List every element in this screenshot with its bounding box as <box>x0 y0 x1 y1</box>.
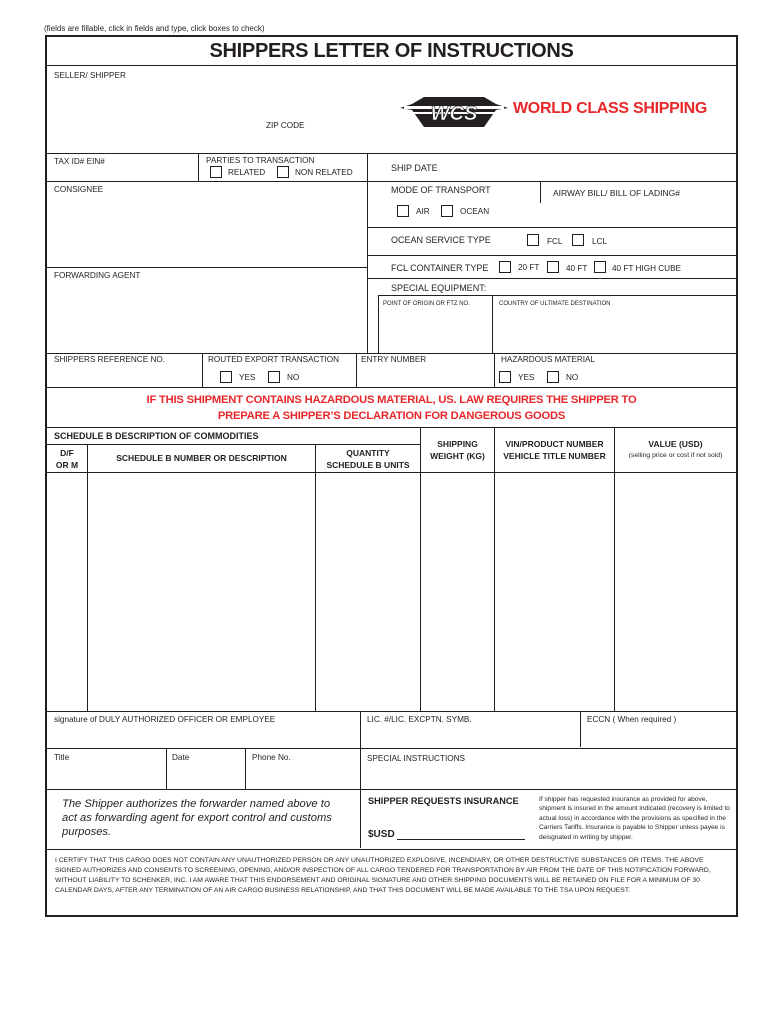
divider-ocean-service <box>367 227 736 228</box>
airway-field[interactable] <box>541 200 735 226</box>
eccn-label: ECCN ( When required ) <box>587 715 677 724</box>
entry-number-field[interactable] <box>358 366 492 386</box>
divider-routed-entry <box>356 353 357 387</box>
ship-date-field[interactable] <box>450 157 734 179</box>
col-qty-header-2: SCHEDULE B UNITS <box>326 460 410 470</box>
fillable-note: (fields are fillable, click in fields and type, click boxes to check) <box>44 24 265 33</box>
table-cell-schedule[interactable] <box>89 474 314 710</box>
divider-title-date <box>166 748 167 789</box>
col-value-header-1: VALUE (USD) <box>648 439 703 449</box>
table-col-weight-divider <box>494 428 495 711</box>
fcl-container-label: FCL CONTAINER TYPE <box>391 263 489 273</box>
col-vin-header-2: VEHICLE TITLE NUMBER <box>503 451 606 461</box>
hazardous-yes-checkbox[interactable] <box>499 371 511 383</box>
40ft-checkbox[interactable] <box>547 261 559 273</box>
lic-label: LIC. #/LIC. EXCPTN. SYMB. <box>367 715 472 724</box>
hazardous-no-label: NO <box>566 373 579 382</box>
signature-field[interactable] <box>48 727 359 747</box>
divider-certification <box>47 849 736 850</box>
divider-warning <box>47 387 736 388</box>
divider-forwarding <box>47 267 367 268</box>
eccn-field[interactable] <box>582 727 735 747</box>
special-equipment-label: SPECIAL EQUIPMENT: <box>391 283 487 293</box>
20ft-label: 20 FT <box>518 263 540 272</box>
destination-label: COUNTRY OF ULTIMATE DESTINATION <box>499 301 611 307</box>
divider-main-column <box>367 153 368 353</box>
table-col-qty-divider <box>420 428 421 711</box>
ocean-service-label: OCEAN SERVICE TYPE <box>391 235 491 245</box>
divider-contact-row <box>47 748 736 749</box>
fcl-label: FCL <box>547 237 563 246</box>
svg-text:WCS: WCS <box>430 103 478 125</box>
hazard-warning-line-2: PREPARE A SHIPPER’S DECLARATION FOR DANGEROUS GOODS <box>217 410 566 422</box>
divider-origin <box>378 295 736 296</box>
col-df-header-2: OR M <box>55 460 79 470</box>
divider-tax-row <box>47 153 367 154</box>
hazardous-label: HAZARDOUS MATERIAL <box>501 355 596 364</box>
consignee-field[interactable] <box>48 196 366 266</box>
wcs-logo-icon <box>398 93 510 131</box>
col-weight-header-1: SHIPPING <box>437 439 478 449</box>
lcl-label: LCL <box>592 237 608 246</box>
40ft-high-cube-label: 40 FT HIGH CUBE <box>612 264 682 273</box>
brand-name: WORLD CLASS SHIPPING <box>513 100 708 117</box>
form-title: SHIPPERS LETTER OF INSTRUCTIONS <box>209 40 574 62</box>
routed-no-label: NO <box>287 373 300 382</box>
insurance-usd-underline <box>397 839 525 840</box>
ocean-label: OCEAN <box>460 207 490 216</box>
destination-field[interactable] <box>494 310 735 352</box>
divider-ship-date-top <box>367 153 736 154</box>
special-instructions-label: SPECIAL INSTRUCTIONS <box>367 754 465 763</box>
related-checkbox[interactable] <box>210 166 222 178</box>
seller-label: SELLER/ SHIPPER <box>54 71 126 80</box>
hazard-warning-line-1: IF THIS SHIPMENT CONTAINS HAZARDOUS MATERIAL, US. LAW REQUIRES THE SHIPPER TO <box>146 394 637 406</box>
divider-origin-left <box>378 295 379 353</box>
fcl-checkbox[interactable] <box>527 234 539 246</box>
divider-fcl-container <box>367 255 736 256</box>
forwarding-label: FORWARDING AGENT <box>54 271 141 280</box>
phone-field[interactable] <box>247 764 359 788</box>
air-label: AIR <box>416 207 430 216</box>
table-section-title: SCHEDULE B DESCRIPTION OF COMMODITIES <box>54 431 259 441</box>
consignee-label: CONSIGNEE <box>54 185 104 194</box>
col-qty-header-1: QUANTITY <box>346 448 390 458</box>
divider-table-top <box>47 427 736 428</box>
certification-text: I CERTIFY THAT THIS CARGO DOES NOT CONTAIN ANY UNAUTHORIZED PERSON OR ANY UNAUTHORIZED EXPLOSIVE, INCENDIARY, OR OTHER DESTRUCTIVE SUBSTANCES OR ITEMS. THE ABOVE SIGNED AUTHORIZES AND CONSENTS TO SCREENING, OPENING, AND/OR INSPECTION OF ALL CARGO TENDERED FOR TRANSPORTATION BY AIR FROM THE DATE OF THIS NOTIFICATION FORWARD, WITHOUT LIABILITY TO SCHENKER, INC. I AM AWARE THAT THIS ENDORSEMENT AND ORIGINAL SIGNATURE AND OTHER SHIPPING DOCUMENTS WILL BE RETAINED ON FILE FOR A MINIMUM OF 30 CALENDAR DAYS, AFTER ANY TERMINATION OF AN AIR CARGO BUSINESS RELATIONSHIP, AND THAT THIS DOCUMENT WILL BE MADE AVAILABLE TO THE TSA UPON REQUEST. <box>55 857 711 894</box>
forwarding-field[interactable] <box>48 282 366 352</box>
title-field[interactable] <box>48 764 165 788</box>
title-label: Title <box>54 753 70 762</box>
col-df-header-1: D/F <box>60 448 74 458</box>
insurance-amount-field[interactable] <box>397 826 525 839</box>
routed-no-checkbox[interactable] <box>268 371 280 383</box>
divider-entry-hazard <box>494 353 495 387</box>
table-col-vin-divider <box>614 428 615 711</box>
related-label: RELATED <box>228 168 266 177</box>
col-vin-header-1: VIN/PRODUCT NUMBER <box>505 439 604 449</box>
date-label: Date <box>172 753 190 762</box>
routed-label: ROUTED EXPORT TRANSACTION <box>208 355 340 364</box>
divider-reference-row <box>47 353 736 354</box>
transport-label: MODE OF TRANSPORT <box>391 185 491 195</box>
date-field[interactable] <box>168 764 244 788</box>
seller-field[interactable] <box>47 82 367 152</box>
routed-yes-checkbox[interactable] <box>220 371 232 383</box>
zip-code-label: ZIP CODE <box>266 121 305 130</box>
parties-label: PARTIES TO TRANSACTION <box>206 156 315 165</box>
table-cell-qty[interactable] <box>317 474 419 710</box>
company-logo <box>398 93 510 131</box>
signature-label: signature of DULY AUTHORIZED OFFICER OR EMPLOYEE <box>54 715 276 724</box>
lic-field[interactable] <box>362 727 579 747</box>
shippers-ref-label: SHIPPERS REFERENCE NO. <box>54 355 166 364</box>
air-checkbox[interactable] <box>397 205 409 217</box>
authorization-text: The Shipper authorizes the forwarder named above to act as forwarding agent for export control and customs purposes. <box>62 798 332 838</box>
hazardous-no-checkbox[interactable] <box>547 371 559 383</box>
insurance-note: If shipper has requested insurance as provided for above, shipment is insured in the amount indicated (recovery is limited to actual loss) in accordance with the provisions as specified in the Carriers Tariffs. Insurance is payable to Shipper unless payee is deisgnated in writing by shipper. <box>539 796 730 841</box>
special-equipment-field[interactable] <box>490 279 735 294</box>
divider-authorization-insurance <box>360 789 361 848</box>
divider-section-title <box>47 444 420 445</box>
special-instructions-field[interactable] <box>362 765 735 788</box>
airway-label: AIRWAY BILL/ BILL OF LADING# <box>553 188 680 198</box>
non-related-checkbox[interactable] <box>277 166 289 178</box>
40ft-high-cube-checkbox[interactable] <box>594 261 606 273</box>
20ft-checkbox[interactable] <box>499 261 511 273</box>
non-related-label: NON RELATED <box>295 168 353 177</box>
divider-signature-row <box>47 711 736 712</box>
lcl-checkbox[interactable] <box>572 234 584 246</box>
origin-field[interactable] <box>380 310 491 352</box>
divider-consignee <box>47 181 736 182</box>
table-cell-df[interactable] <box>48 474 86 710</box>
table-cell-value[interactable] <box>616 474 735 710</box>
col-value-header-2: (selling price or cost if not sold) <box>628 452 723 459</box>
phone-label: Phone No. <box>252 753 291 762</box>
title-divider <box>47 65 736 66</box>
divider-ref-routed <box>202 353 203 387</box>
divider-signature-lic <box>360 711 361 789</box>
tax-id-label: TAX ID# EIN# <box>54 157 105 166</box>
ship-date-label: SHIP DATE <box>391 163 438 173</box>
divider-date-phone <box>245 748 246 789</box>
col-schedule-header: SCHEDULE B NUMBER OR DESCRIPTION <box>116 453 287 463</box>
divider-lic-eccn <box>580 711 581 747</box>
table-col-df-divider <box>87 444 88 711</box>
insurance-usd-label: $USD <box>368 829 395 840</box>
entry-number-label: ENTRY NUMBER <box>361 355 427 364</box>
insurance-label: SHIPPER REQUESTS INSURANCE <box>368 796 519 806</box>
divider-tax-parties <box>198 153 199 181</box>
hazardous-yes-label: YES <box>518 373 535 382</box>
origin-label: POINT OF ORIGIN OR FTZ NO. <box>383 301 470 307</box>
divider-origin-destination <box>492 295 493 353</box>
tax-id-field[interactable] <box>48 166 196 180</box>
ocean-checkbox[interactable] <box>441 205 453 217</box>
table-header-divider <box>47 472 736 473</box>
table-col-schedule-divider <box>315 444 316 711</box>
col-weight-header-2: WEIGHT (KG) <box>430 451 485 461</box>
divider-authorization-row <box>47 789 736 790</box>
table-cell-vin[interactable] <box>496 474 613 710</box>
shippers-ref-field[interactable] <box>48 366 200 386</box>
routed-yes-label: YES <box>239 373 256 382</box>
table-cell-weight[interactable] <box>422 474 493 710</box>
40ft-label: 40 FT <box>566 264 588 273</box>
